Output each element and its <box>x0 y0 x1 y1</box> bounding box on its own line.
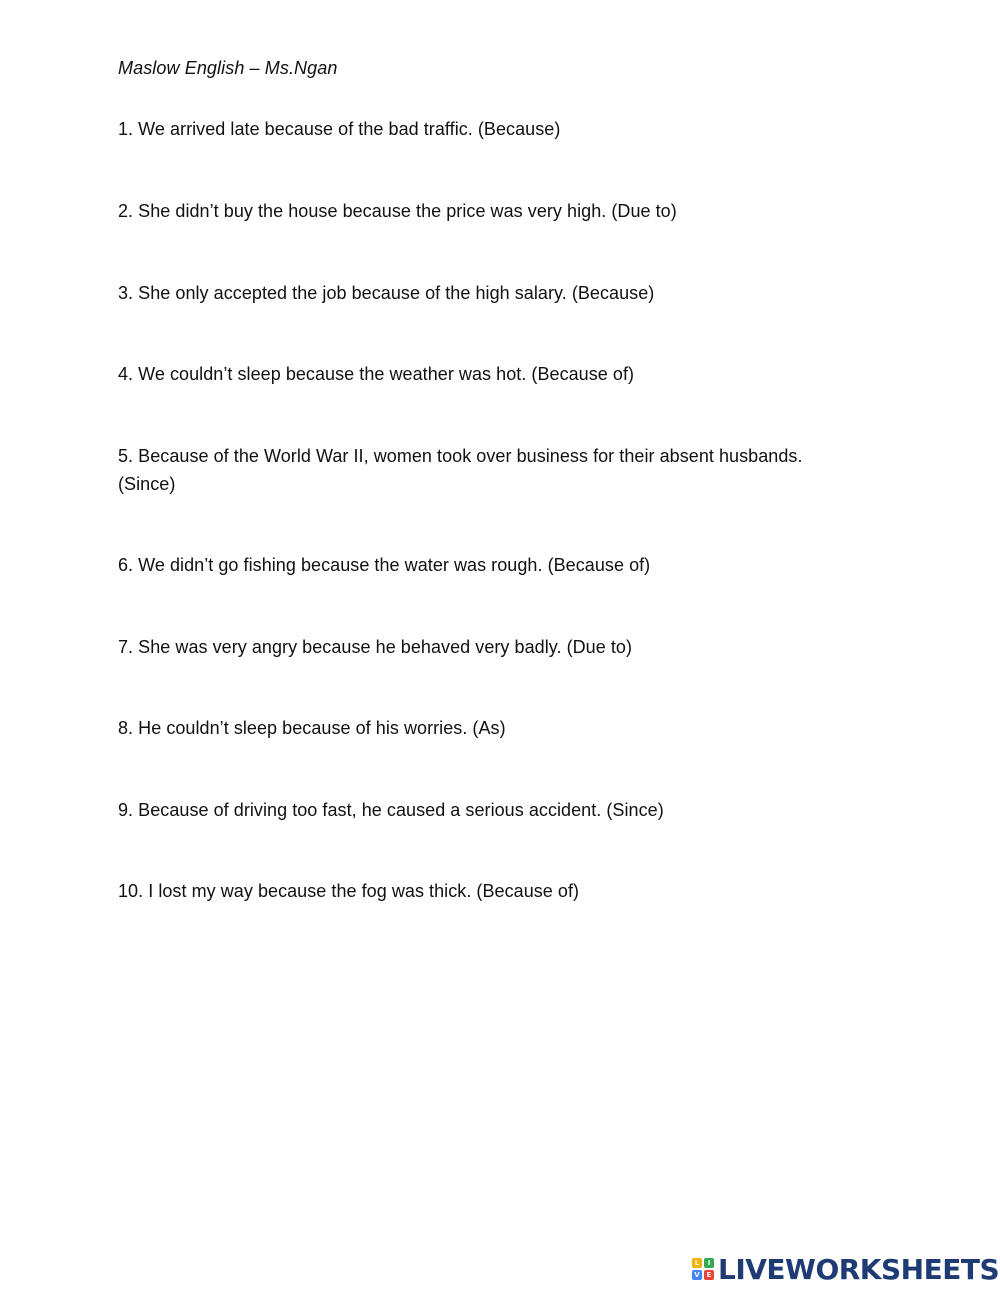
exercise-item-2: 2. She didn’t buy the house because the price was very high. (Due to) <box>118 201 677 221</box>
exercise-item-9: 9. Because of driving too fast, he caused a serious accident. (Since) <box>118 800 664 820</box>
exercise-item-3: 3. She only accepted the job because of the high salary. (Because) <box>118 283 655 303</box>
exercise-item-7: 7. She was very angry because he behaved very badly. (Due to) <box>118 637 633 657</box>
exercise-item-5: 5. Because of the World War II, women took over business for their absent husbands. (Since) <box>118 446 803 494</box>
exercise-item-1: 1. We arrived late because of the bad traffic. (Because) <box>118 119 561 139</box>
logo-tiles-icon <box>692 1258 714 1280</box>
logo-tile: I <box>704 1258 714 1268</box>
logo-tile: L <box>692 1258 702 1268</box>
exercise-item-6: 6. We didn’t go fishing because the water was rough. (Because of) <box>118 555 651 575</box>
logo-text: LIVEWORKSHEETS <box>718 1252 1000 1286</box>
liveworksheets-logo <box>692 1254 999 1284</box>
logo-tile: V <box>692 1270 702 1280</box>
exercise-item-8: 8. He couldn’t sleep because of his worries. (As) <box>118 718 506 738</box>
logo-tile: E <box>704 1270 714 1280</box>
exercise-item-4: 4. We couldn’t sleep because the weather was hot. (Because of) <box>118 364 635 384</box>
exercise-item-10: 10. I lost my way because the fog was thick. (Because of) <box>118 881 580 901</box>
document-header: Maslow English – Ms.Ngan <box>118 58 338 78</box>
